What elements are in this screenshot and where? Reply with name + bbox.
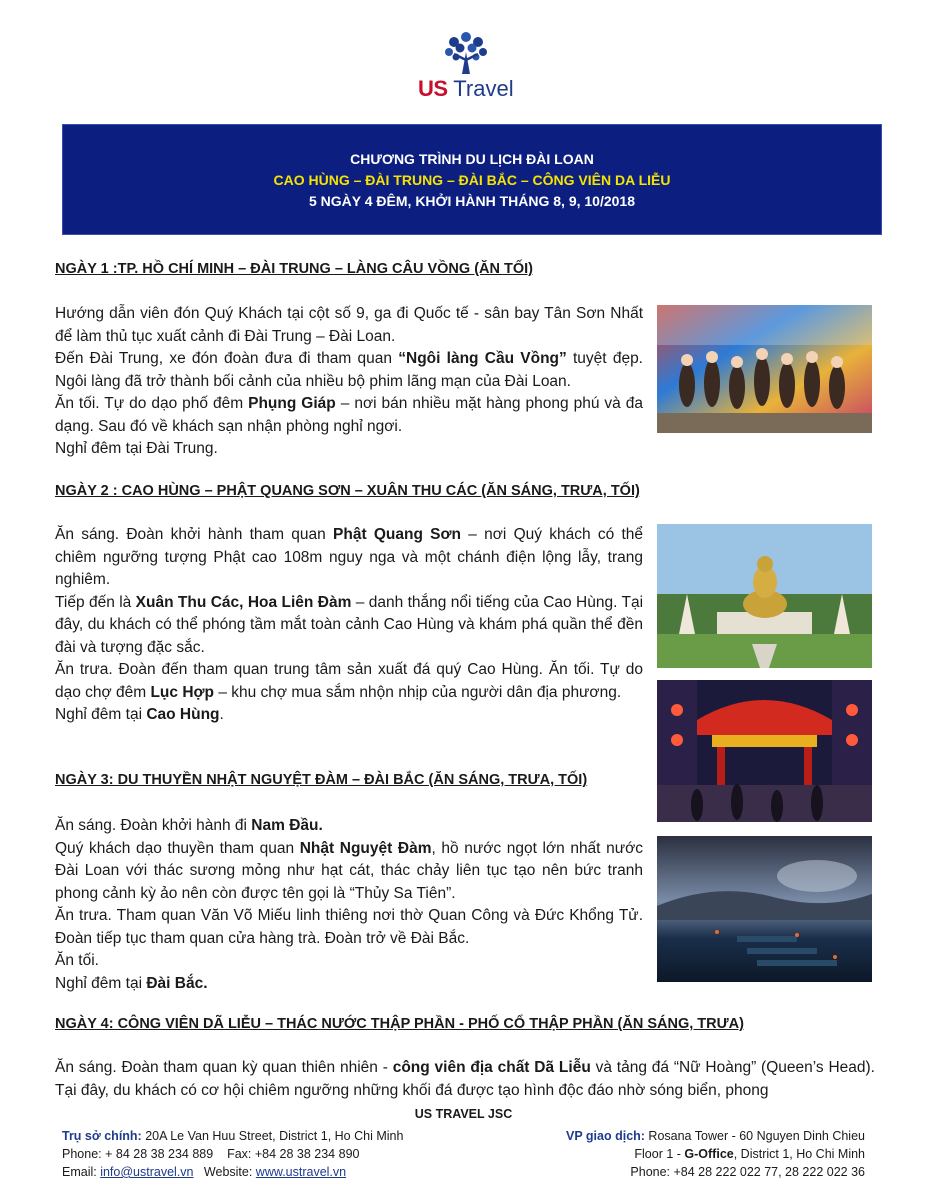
day-3-title: NGÀY 3: DU THUYỀN NHẬT NGUYỆT ĐÀM – ĐÀI BẮC (ĂN SÁNG, TRƯA, TỐI) [55, 772, 588, 788]
title-banner [62, 124, 882, 235]
banner-line-3: 5 NGÀY 4 ĐÊM, KHỞI HÀNH THÁNG 8, 9, 10/2018 [309, 193, 635, 209]
banner-line-2: CAO HÙNG – ĐÀI TRUNG – ĐÀI BẮC – CÔNG VIÊN DA LIỄU [273, 172, 671, 188]
logo-wordmark: US Travel [418, 76, 514, 101]
footer-head-office: Trụ sở chính: 20A Le Van Huu Street, District 1, Ho Chi Minh Phone: + 84 28 38 234 889 Fax: +84 28 38 234 890 Email: info@ustravel.vn Website: www.ustravel.vn [62, 1129, 404, 1179]
day-1-title: NGÀY 1 :TP. HỒ CHÍ MINH – ĐÀI TRUNG – LÀNG CÂU VỒNG (ĂN TỐI) [55, 261, 533, 277]
fo-guang-shan-photo [657, 524, 872, 668]
day-4-title: NGÀY 4: CÔNG VIÊN DÃ LIỄU – THÁC NƯỚC THẬP PHẦN - PHỐ CỔ THẬP PHẦN (ĂN SÁNG, TRƯA) [55, 1016, 744, 1032]
tree-icon [440, 30, 492, 78]
day-1-body: Hướng dẫn viên đón Quý Khách tại cột số 9, ga đi Quốc tế - sân bay Tân Sơn Nhất để làm thủ tục xuất cảnh đi Đài Trung – Đài Loan. Đến Đài Trung, xe đón đoàn đưa đi tham quan “Ngôi làng Cầu Vồng” tuyệt đẹp. Ngôi làng đã trở thành bối cảnh của nhiều bộ phim lãng mạn của Đài Loan. Ăn tối. Tự do dạo phố đêm Phụng Giáp – nơi bán nhiều mặt hàng phong phú và đa dạng. Sau đó về khách sạn nhận phòng nghỉ ngơi. Nghỉ đêm tại Đài Trung. [55, 305, 644, 457]
day-3-body: Ăn sáng. Đoàn khởi hành đi Nam Đầu. Quý khách dạo thuyền tham quan Nhật Nguyệt Đàm, hồ nước ngọt lớn nhất nước Đài Loan với thác sương mỏng như hạt cát, thác chảy liên tục tạo nên bức tranh phong cảnh kỳ ảo nên còn được tên gọi là “Thủy Sa Tiên”. Ăn trưa. Tham quan Văn Võ Miếu linh thiêng nơi thờ Quan Công và Đức Khổng Tử. Đoàn tiếp tục tham quan cửa hàng trà. Đoàn trở về Đài Bắc. Ăn tối. Nghỉ đêm tại Đài Bắc. [55, 817, 643, 992]
sun-moon-lake-photo [657, 836, 872, 982]
footer-trading-office: VP giao dịch: Rosana Tower - 60 Nguyen Dinh Chieu Floor 1 - G-Office, District 1, Ho Chi Minh Phone: +84 28 222 022 77, 28 222 022 36 [566, 1129, 865, 1179]
footer-office-phone: Phone: +84 28 222 022 77, 28 222 022 36 [630, 1165, 865, 1179]
day-4-body: Ăn sáng. Đoàn tham quan kỳ quan thiên nhiên - công viên địa chất Dã Liễu và tảng đá “Nữ Hoàng” (Queen’s Head). Tại đây, du khách có cơ hội chiêm ngưỡng những khối đá được tạo hình độc đáo nhờ sóng biển, phong [55, 1059, 875, 1099]
footer-phone-fax: Phone: + 84 28 38 234 889 Fax: +84 28 38 234 890 [62, 1147, 360, 1161]
night-market-photo [657, 680, 872, 822]
website-link[interactable]: www.ustravel.vn [255, 1165, 347, 1179]
day-2-body: Ăn sáng. Đoàn khởi hành tham quan Phật Quang Sơn – nơi Quý khách có thể chiêm ngưỡng tượng Phật cao 108m nguy nga và một chánh điện lộng lẫy, trang nghiêm. Tiếp đến là Xuân Thu Các, Hoa Liên Đàm – danh thắng nổi tiếng của Cao Hùng. Tại đây, du khách có thể phóng tầm mắt toàn cảnh Cao Hùng và khám phá quần thể đền đài và tượng đặc sắc. Ăn trưa. Đoàn đến tham quan trung tâm sản xuất đá quý Cao Hùng. Ăn tối. Tự do dạo chợ đêm Lục Hợp – khu chợ mua sắm nhộn nhịp của người dân địa phương. Nghỉ đêm tại Cao Hùng. [55, 526, 644, 723]
footer-company: US TRAVEL JSC [414, 1107, 513, 1121]
banner-line-1: CHƯƠNG TRÌNH DU LỊCH ĐÀI LOAN [350, 151, 594, 167]
day-2-title: NGÀY 2 : CAO HÙNG – PHẬT QUANG SƠN – XUÂN THU CÁC (ĂN SÁNG, TRƯA, TỐI) [55, 483, 640, 499]
us-travel-logo [412, 30, 522, 100]
rainbow-village-photo [657, 305, 872, 433]
email-link[interactable]: info@ustravel.vn [100, 1165, 194, 1179]
